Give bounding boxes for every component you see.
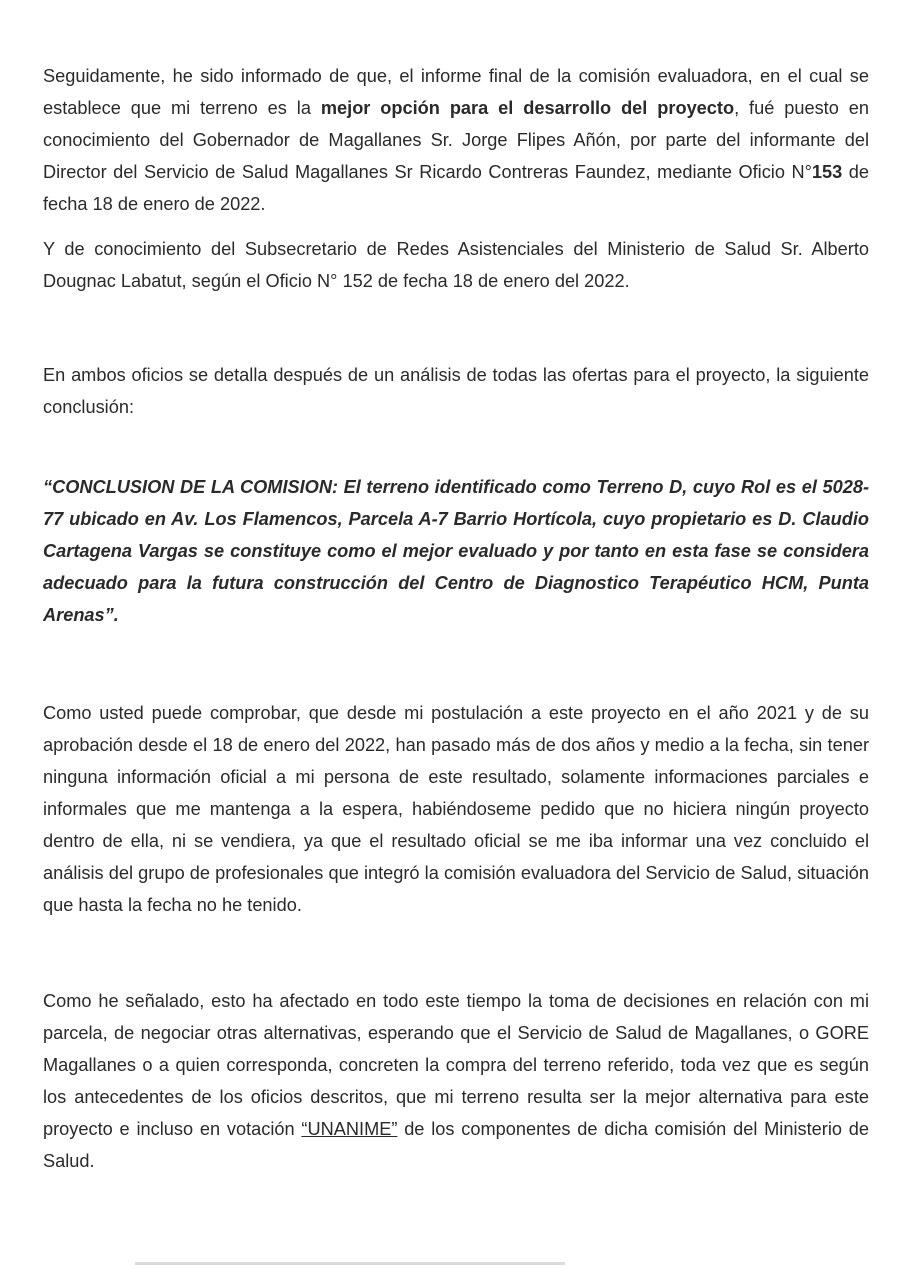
paragraph-subsecretario: Y de conocimiento del Subsecretario de Redes Asistenciales del Ministerio de Salud Sr. Alberto Dougnac Labatut, según el Oficio N° 152 de fecha 18 de enero del 2022.	[43, 239, 869, 291]
underlined-unanime: “UNANIME”	[301, 1119, 398, 1139]
text-segment: Como he señalado, esto ha afectado en todo este tiempo la toma de decisiones en relación con mi parcela, de negociar otras alternativas, esperando que el Servicio de Salud de Magallanes, o GORE Magallanes o a quien corresponda, concreten la compra del terreno referido, toda vez que es según los antecedentes de los oficios descritos, que mi terreno resulta ser la mejor alternativa para este proyecto e incluso en votación	[43, 991, 869, 1139]
paragraph-senalado	[43, 985, 869, 1177]
document-body	[43, 60, 869, 1177]
text-segment: de los componentes de dicha comisión del Ministerio de Salud.	[43, 1119, 869, 1171]
page-bottom-divider	[135, 1262, 565, 1265]
bold-oficio-number: 153	[811, 162, 843, 182]
text-segment: Seguidamente, he sido informado de que, el informe final de la comisión evaluadora, en el cual se establece que mi terreno es la	[43, 66, 869, 118]
commission-conclusion-quote: “CONCLUSION DE LA COMISION: El terreno identificado como Terreno D, cuyo Rol es el 5028-77 ubicado en Av. Los Flamencos, Parcela A-7 Barrio Hortícola, cuyo propietario es D. Claudio Cartagena Vargas se constituye como el mejor evaluado y por tanto en esta fase se considera adecuado para la futura construcción del Centro de Diagnostico Terapéutico HCM, Punta Arenas”.	[43, 477, 869, 625]
paragraph-ambos-oficios: En ambos oficios se detalla después de un análisis de todas las ofertas para el proyecto, la siguiente conclusión:	[43, 365, 869, 417]
paragraph-informe-final	[43, 60, 869, 220]
paragraph-comprobar: Como usted puede comprobar, que desde mi postulación a este proyecto en el año 2021 y de su aprobación desde el 18 de enero del 2022, han pasado más de dos años y medio a la fecha, sin tener ninguna información oficial a mi persona de este resultado, solamente informaciones parciales e informales que me mantenga a la espera, habiéndoseme pedido que no hiciera ningún proyecto dentro de ella, ni se vendiera, ya que el resultado oficial se me iba informar una vez concluido el análisis del grupo de profesionales que integró la comisión evaluadora del Servicio de Salud, situación que hasta la fecha no he tenido.	[43, 703, 869, 915]
bold-text: mejor opción para el desarrollo del proyecto	[320, 98, 735, 118]
text-segment: de fecha 18 de enero de 2022.	[43, 162, 869, 214]
text-segment: , fué puesto en conocimiento del Gobernador de Magallanes Sr. Jorge Flipes Añón, por parte del informante del Director del Servicio de Salud Magallanes Sr Ricardo Contreras Faundez, mediante Oficio N°	[43, 98, 869, 182]
